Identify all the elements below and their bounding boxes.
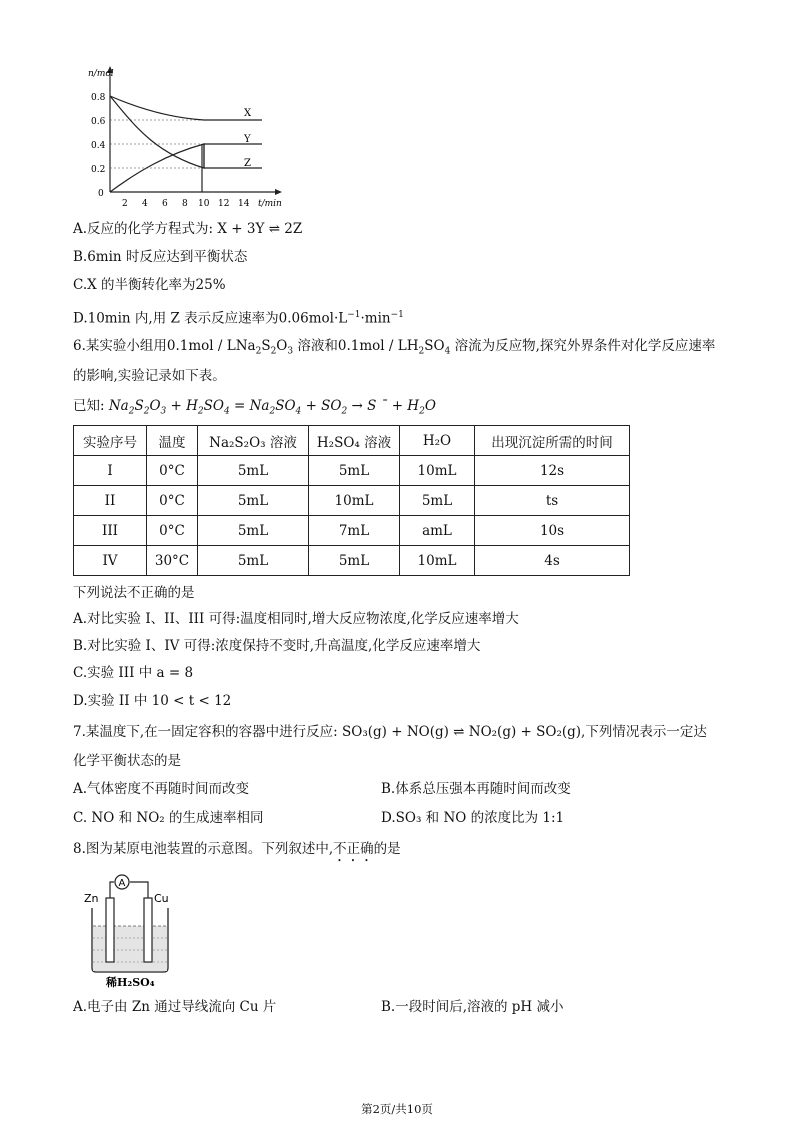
- q6-option-c: C.实验 III 中 a = 8: [73, 665, 194, 681]
- zn-electrode: [106, 898, 114, 962]
- x-tick-label: 12: [218, 199, 230, 209]
- table-cell: 0°C: [147, 516, 198, 546]
- eq-part: → S ¯ + H: [347, 398, 420, 414]
- table-cell: 5mL: [198, 546, 309, 576]
- q7-option-c: C. NO 和 NO₂ 的生成速率相同: [73, 810, 264, 826]
- q6-stem-text: 6.某实验小组用: [73, 338, 167, 354]
- table-cell: 7mL: [309, 516, 400, 546]
- wire: [130, 882, 148, 898]
- table-cell: 5mL: [309, 456, 400, 486]
- q6-stem-text: 0.1mol / LNa: [166, 338, 256, 354]
- q6-known-prefix: 已知:: [73, 398, 109, 414]
- x-axis-arrow: [275, 189, 282, 195]
- y-tick-label: 0.6: [91, 117, 106, 127]
- eq-part: = Na: [229, 398, 270, 414]
- q5-option-d: [73, 306, 404, 328]
- q6-stem-line2: 的影响,实验记录如下表。: [73, 368, 226, 384]
- x-tick-label: 4: [142, 199, 148, 209]
- subscript: 4: [223, 406, 230, 417]
- y-tick-label: 0.8: [91, 93, 106, 103]
- curve-label-z: Z: [244, 158, 251, 169]
- x-tick-label: 6: [162, 199, 168, 209]
- eq-part: S: [134, 398, 144, 414]
- q5-option-c: [73, 276, 226, 294]
- q5-option-d-exponent: −1: [347, 310, 361, 320]
- eq-part: + SO: [301, 398, 342, 414]
- q6-question: 下列说法不正确的是: [73, 585, 195, 601]
- table-cell: 10mL: [309, 486, 400, 516]
- q7-equation: SO₃(g) + NO(g) ⇌ NO₂(g) + SO₂(g): [342, 724, 582, 740]
- eq-part: O: [149, 398, 161, 414]
- subscript: 2: [143, 406, 150, 417]
- q7-stem-line2: 化学平衡状态的是: [73, 753, 181, 769]
- table-header-row: [74, 426, 630, 456]
- table-cell: 5mL: [309, 546, 400, 576]
- q7-stem-text: 7.某温度下,在一固定容积的容器中进行反应:: [73, 724, 343, 740]
- q5-option-d-exponent: −1: [390, 310, 404, 320]
- subscript: 3: [287, 346, 294, 357]
- table-cell: 5mL: [198, 516, 309, 546]
- x-tick-label: 8: [182, 199, 188, 209]
- subscript: 2: [255, 346, 262, 357]
- q6-stem-text: SO: [424, 338, 445, 354]
- q8-stem-text: 8.图为某原电池装置的示意图。下列叙述中,: [73, 841, 334, 857]
- q6-stem-text: 溶流为反应物,探究外界条件对化学反应速率: [450, 338, 716, 354]
- subscript: 2: [270, 346, 277, 357]
- subscript: 4: [295, 406, 302, 417]
- table-row: [74, 486, 630, 516]
- table-cell: 4s: [475, 546, 630, 576]
- table-cell: 0°C: [147, 486, 198, 516]
- cu-label: Cu: [154, 892, 169, 905]
- galvanic-cell-diagram: [80, 868, 180, 990]
- table-cell: 5mL: [400, 486, 475, 516]
- table-cell: 5mL: [198, 456, 309, 486]
- curve-label-y: Y: [244, 134, 251, 145]
- q8-option-b: B.一段时间后,溶液的 pH 减小: [381, 999, 564, 1015]
- acid-label: 稀H₂SO₄: [106, 976, 155, 989]
- x-tick-label: 14: [238, 199, 250, 209]
- x-tick-label: 2: [122, 199, 128, 209]
- q7-stem: [73, 723, 707, 741]
- table-cell: ts: [475, 486, 630, 516]
- table-cell: 10mL: [400, 546, 475, 576]
- table-header-cell: 实验序号: [74, 426, 147, 456]
- q6-known-equation: [73, 397, 436, 421]
- y-tick-label: 0.4: [91, 141, 106, 151]
- mole-time-graph: [82, 62, 292, 212]
- subscript: 2: [341, 406, 348, 417]
- subscript: 2: [269, 406, 276, 417]
- q8-stem: [73, 840, 401, 865]
- table-header-cell: H₂SO₄ 溶液: [309, 426, 400, 456]
- eq-part: Na: [108, 398, 129, 414]
- q5-option-a-equation: X + 3Y ⇌ 2Z: [217, 221, 303, 237]
- q6-option-b: B.对比实验 I、IV 可得:浓度保持不变时,升高温度,化学反应速率增大: [73, 638, 481, 654]
- q6-stem: [73, 337, 715, 361]
- table-cell: 10s: [475, 516, 630, 546]
- y-axis-label: n/mol: [88, 69, 114, 79]
- q7-option-b: B.体系总压强本再随时间而改变: [381, 781, 571, 797]
- table-cell: 0°C: [147, 456, 198, 486]
- ammeter-label: A: [118, 878, 126, 889]
- q5-option-d-value: 0.06mol·L: [278, 310, 348, 327]
- table-cell: I: [74, 456, 147, 486]
- q8-stem-emphasis: 不正确: [333, 841, 374, 857]
- table-cell: 12s: [475, 456, 630, 486]
- q5-option-b-text: 时反应达到平衡状态: [121, 249, 248, 265]
- table-row: [74, 516, 630, 546]
- table-cell: 10mL: [400, 456, 475, 486]
- subscript: 3: [160, 406, 167, 417]
- cu-electrode: [144, 898, 152, 962]
- subscript: 2: [197, 406, 204, 417]
- table-cell: amL: [400, 516, 475, 546]
- table-header-cell: Na₂S₂O₃ 溶液: [198, 426, 309, 456]
- q5-option-d-unit: ·min: [360, 310, 391, 327]
- table-row: [74, 546, 630, 576]
- q8-option-a: A.电子由 Zn 通过导线流向 Cu 片: [73, 999, 277, 1015]
- q7-stem-text: ,下列情况表示一定达: [581, 724, 707, 740]
- q6-stem-text: 0.1mol / LH: [337, 338, 419, 354]
- eq-part: SO: [203, 398, 224, 414]
- eq-part: + H: [166, 398, 198, 414]
- q6-option-a: A.对比实验 I、II、III 可得:温度相同时,增大反应物浓度,化学反应速率增大: [73, 611, 519, 627]
- table-cell: IV: [74, 546, 147, 576]
- q6-stem-text: O: [276, 338, 288, 354]
- subscript: 4: [444, 346, 451, 357]
- x-axis-label: t/min: [258, 199, 282, 209]
- y-tick-label: 0: [98, 189, 104, 199]
- q6-stem-text: 溶液和: [293, 338, 338, 354]
- table-cell: III: [74, 516, 147, 546]
- q5-option-a: [73, 220, 302, 238]
- curve-x: [110, 96, 262, 120]
- q5-option-a-text: A.反应的化学方程式为:: [73, 221, 218, 237]
- table-row: [74, 456, 630, 486]
- q5-option-b: [73, 248, 247, 266]
- q7-option-d: D.SO₃ 和 NO 的浓度比为 1:1: [381, 810, 565, 826]
- table-cell: 30°C: [147, 546, 198, 576]
- q5-option-c-text: C.X 的半衡转化率为: [73, 277, 196, 293]
- table-header-cell: 出现沉淀所需的时间: [475, 426, 630, 456]
- page-footer: 第2页/共10页: [361, 1102, 433, 1116]
- table-cell: 5mL: [198, 486, 309, 516]
- q5-option-b-value: 6min: [87, 249, 122, 265]
- wire: [110, 882, 114, 898]
- q8-stem-text: 的是: [373, 841, 401, 857]
- q6-option-d: D.实验 II 中 10 < t < 12: [73, 693, 232, 709]
- table-header-cell: H₂O: [400, 426, 475, 456]
- x-tick-label: 10: [198, 199, 210, 209]
- subscript: 2: [418, 346, 425, 357]
- curve-label-x: X: [244, 108, 252, 119]
- q5-option-c-value: 25%: [195, 277, 226, 293]
- q5-option-b-prefix: B.: [73, 249, 88, 265]
- y-tick-label: 0.2: [91, 165, 106, 175]
- solution: [93, 926, 167, 971]
- table-cell: II: [74, 486, 147, 516]
- eq-part: SO: [275, 398, 296, 414]
- q5-option-d-text: D.10min 内,用 Z 表示反应速率为: [73, 310, 279, 327]
- experiment-table: [73, 425, 630, 576]
- eq-part: O: [424, 398, 436, 414]
- q6-stem-text: S: [261, 338, 271, 354]
- subscript: 2: [128, 406, 135, 417]
- subscript: 2: [419, 406, 425, 417]
- zn-label: Zn: [84, 892, 99, 905]
- table-header-cell: 温度: [147, 426, 198, 456]
- curve-y: [110, 96, 262, 168]
- q7-option-a: A.气体密度不再随时间而改变: [73, 781, 250, 797]
